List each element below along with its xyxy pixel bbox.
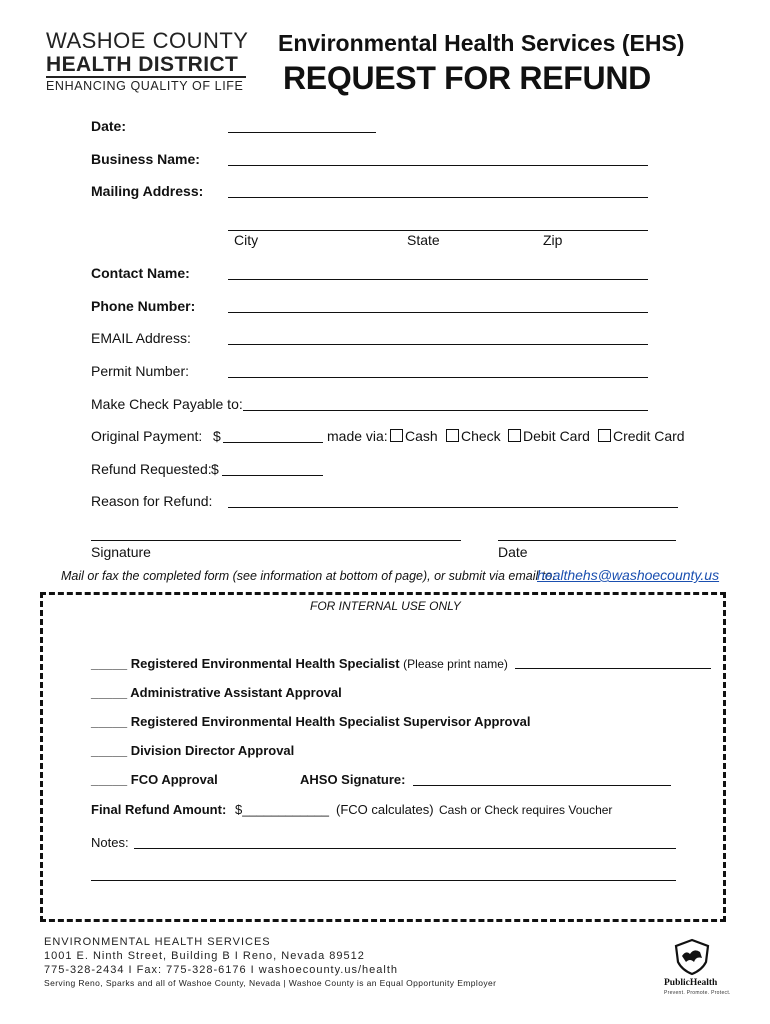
rehs-label: Registered Environmental Health Specialist bbox=[130, 656, 400, 671]
signature-date-line[interactable] bbox=[498, 540, 676, 541]
admin-blank[interactable]: _____ bbox=[91, 685, 128, 700]
mailing-address-field[interactable] bbox=[228, 197, 648, 198]
cash-label: Cash bbox=[405, 428, 438, 444]
footer-contact: 775-328-2434 I Fax: 775-328-6176 I washoecounty.us/health bbox=[44, 964, 398, 976]
debit-card-checkbox[interactable] bbox=[508, 429, 521, 442]
reason-label: Reason for Refund: bbox=[91, 493, 213, 509]
reason-field[interactable] bbox=[228, 507, 678, 508]
date-label: Date: bbox=[91, 118, 127, 134]
credit-card-label: Credit Card bbox=[613, 428, 685, 444]
rehs-print-name-field[interactable] bbox=[515, 668, 711, 669]
notes-field-line2[interactable] bbox=[91, 880, 676, 881]
business-name-field[interactable] bbox=[228, 165, 648, 166]
public-health-badge-title: PublicHealth bbox=[664, 978, 718, 988]
state-label: State bbox=[407, 232, 440, 248]
original-payment-field[interactable] bbox=[223, 442, 323, 443]
rehs-blank[interactable]: _____ bbox=[91, 656, 128, 671]
footer-serving: Serving Reno, Sparks and all of Washoe County, Nevada | Washoe County is an Equal Opportunity Employer bbox=[44, 978, 497, 988]
original-payment-dollar: $ bbox=[213, 428, 221, 444]
voucher-note: Cash or Check requires Voucher bbox=[439, 803, 613, 817]
director-blank[interactable]: _____ bbox=[91, 743, 128, 758]
check-payable-label: Make Check Payable to: bbox=[91, 396, 243, 412]
form-title: REQUEST FOR REFUND bbox=[283, 60, 651, 96]
footer-address: 1001 E. Ninth Street, Building B I Reno, Nevada 89512 bbox=[44, 950, 365, 962]
footer-department: ENVIRONMENTAL HEALTH SERVICES bbox=[44, 936, 271, 948]
check-label: Check bbox=[461, 428, 501, 444]
email-address-field[interactable] bbox=[228, 344, 648, 345]
logo-divider bbox=[46, 76, 246, 78]
fco-blank[interactable]: _____ bbox=[91, 772, 128, 787]
email-link[interactable]: healthehs@washoecounty.us bbox=[537, 567, 720, 583]
org-name-line1: WASHOE COUNTY bbox=[46, 28, 249, 53]
admin-label: Administrative Assistant Approval bbox=[130, 685, 342, 700]
org-tagline: ENHANCING QUALITY OF LIFE bbox=[46, 79, 244, 93]
ahso-signature-field[interactable] bbox=[413, 785, 671, 786]
contact-name-field[interactable] bbox=[228, 279, 648, 280]
rehs-note: (Please print name) bbox=[403, 657, 508, 671]
credit-card-checkbox[interactable] bbox=[598, 429, 611, 442]
fco-label: FCO Approval bbox=[130, 772, 218, 787]
cash-checkbox[interactable] bbox=[390, 429, 403, 442]
supervisor-blank[interactable]: _____ bbox=[91, 714, 128, 729]
made-via-label: made via: bbox=[327, 428, 388, 444]
signature-line[interactable] bbox=[91, 540, 461, 541]
debit-card-label: Debit Card bbox=[523, 428, 590, 444]
rehs-row bbox=[91, 656, 508, 671]
signature-label: Signature bbox=[91, 544, 151, 560]
public-health-badge-tagline: Prevent. Promote. Protect. bbox=[664, 990, 731, 996]
submission-instructions: Mail or fax the completed form (see information at bottom of page), or submit via email to: bbox=[61, 569, 556, 583]
original-payment-label: Original Payment: bbox=[91, 428, 203, 444]
admin-row bbox=[91, 685, 342, 700]
notes-field-line1[interactable] bbox=[134, 848, 676, 849]
signature-date-label: Date bbox=[498, 544, 528, 560]
phone-number-field[interactable] bbox=[228, 312, 648, 313]
city-label: City bbox=[234, 232, 259, 248]
supervisor-label: Registered Environmental Health Specialist Supervisor Approval bbox=[130, 714, 531, 729]
zip-label: Zip bbox=[543, 232, 563, 248]
permit-number-field[interactable] bbox=[228, 377, 648, 378]
check-checkbox[interactable] bbox=[446, 429, 459, 442]
notes-label: Notes: bbox=[91, 835, 129, 850]
department-title: Environmental Health Services (EHS) bbox=[278, 30, 685, 56]
contact-name-label: Contact Name: bbox=[91, 265, 190, 281]
fco-calculates-note: (FCO calculates) bbox=[336, 802, 434, 817]
final-refund-label: Final Refund Amount: bbox=[91, 802, 227, 817]
refund-requested-label: Refund Requested: bbox=[91, 461, 212, 477]
payment-option-cash[interactable] bbox=[390, 428, 438, 444]
internal-use-title: FOR INTERNAL USE ONLY bbox=[310, 599, 461, 613]
permit-number-label: Permit Number: bbox=[91, 363, 190, 379]
org-name-line2: HEALTH DISTRICT bbox=[46, 53, 239, 76]
refund-requested-dollar: $ bbox=[211, 461, 219, 477]
refund-requested-field[interactable] bbox=[222, 475, 323, 476]
date-field[interactable] bbox=[228, 132, 376, 133]
city-state-zip-field[interactable] bbox=[228, 230, 648, 231]
email-address-label: EMAIL Address: bbox=[91, 330, 191, 346]
supervisor-row bbox=[91, 714, 531, 729]
public-health-shield-icon bbox=[672, 938, 712, 976]
payment-option-check[interactable] bbox=[446, 428, 501, 444]
director-label: Division Director Approval bbox=[130, 743, 295, 758]
director-row bbox=[91, 743, 294, 758]
final-refund-field[interactable]: $____________ bbox=[235, 802, 329, 817]
phone-number-label: Phone Number: bbox=[91, 298, 196, 314]
payment-option-debit[interactable] bbox=[508, 428, 590, 444]
check-payable-field[interactable] bbox=[243, 410, 648, 411]
payment-option-credit[interactable] bbox=[598, 428, 685, 444]
mailing-address-label: Mailing Address: bbox=[91, 183, 204, 199]
ahso-signature-label: AHSO Signature: bbox=[300, 772, 406, 787]
business-name-label: Business Name: bbox=[91, 151, 200, 167]
fco-row bbox=[91, 772, 218, 787]
